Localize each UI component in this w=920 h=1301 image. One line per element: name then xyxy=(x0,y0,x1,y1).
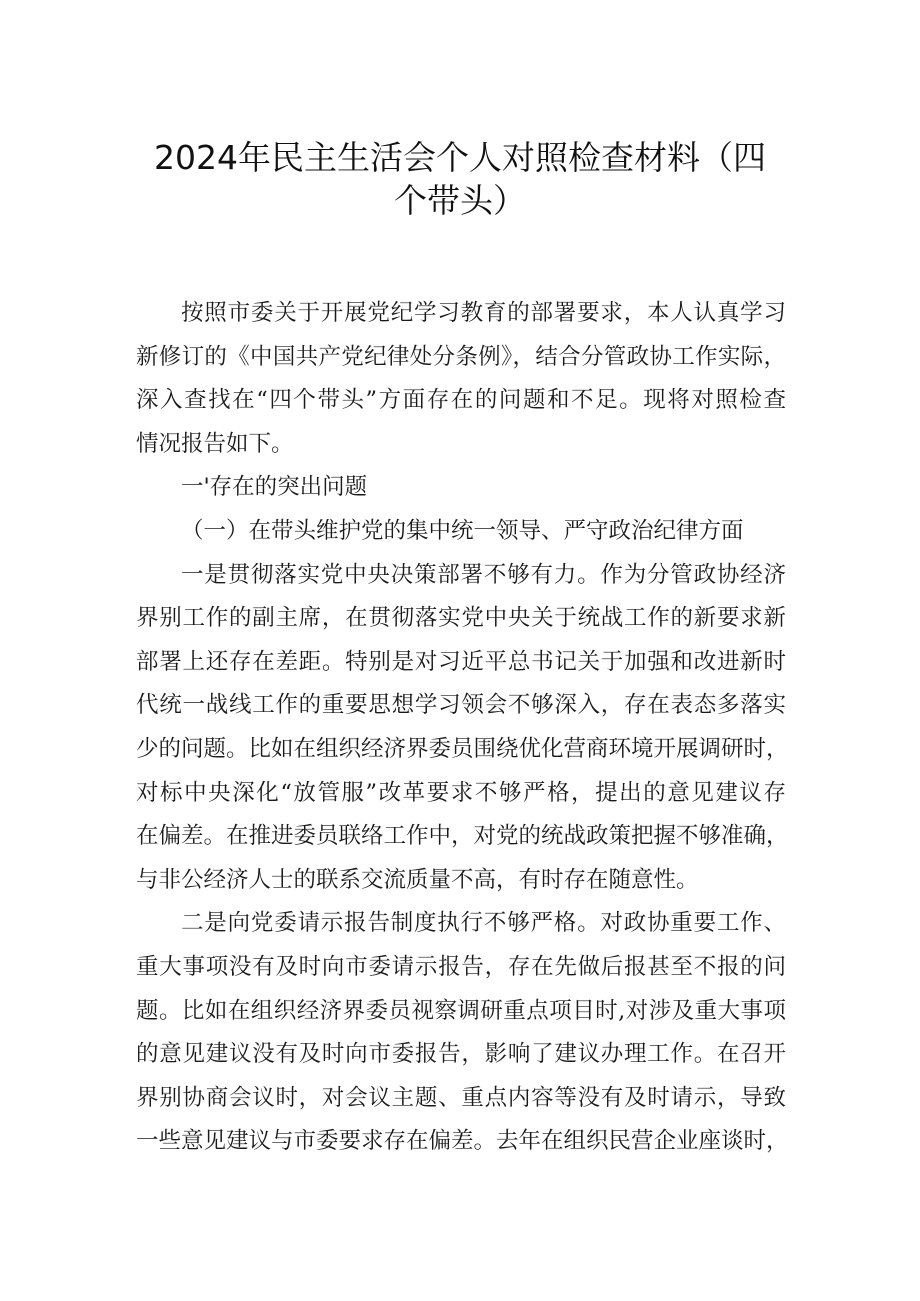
text-line: 少的问题。比如在组织经济界委员围绕优化营商环境开展调研时， xyxy=(136,735,789,762)
text-line: 对标中央深化“放管服”改革要求不够严格，提出的意见建议存 xyxy=(136,779,786,806)
text-line: 界别工作的副主席，在贯彻落实党中央关于统战工作的新要求新 xyxy=(136,605,786,632)
section-heading-text: 一'存在的突出问题 xyxy=(181,474,368,501)
section-heading xyxy=(136,466,786,510)
text-line: 代统一战线工作的重要思想学习领会不够深入，存在表态多落实 xyxy=(136,692,786,719)
text-line: 新修订的《中国共产党纪律处分条例》，结合分管政协工作实际， xyxy=(136,343,786,370)
subsection-heading xyxy=(136,510,786,554)
text-line: 重大事项没有及时向市委请示报告，存在先做后报甚至不报的问 xyxy=(136,953,786,980)
text-line: 与非公经济人士的联系交流质量不高，有时存在随意性。 xyxy=(136,866,699,893)
text-line: 界别协商会议时，对会议主题、重点内容等没有及时请示，导致 xyxy=(136,1084,786,1111)
document-body xyxy=(136,292,789,1164)
paragraph-point-two xyxy=(136,902,789,1164)
text-line: 一些意见建议与市委要求存在偏差。去年在组织民营企业座谈时， xyxy=(136,1128,789,1155)
document-title-line-2: 个带头） xyxy=(394,181,526,220)
text-line: 一是贯彻落实党中央决策部署不够有力。作为分管政协经济 xyxy=(181,561,786,588)
text-line: 题。比如在组织经济界委员视察调研重点项目时,对涉及重大事项 xyxy=(136,997,786,1024)
text-line: 在偏差。在推进委员联络工作中，对党的统战政策把握不够准确， xyxy=(136,823,789,850)
text-line: 情况报告如下。 xyxy=(136,430,294,457)
text-line: 的意见建议没有及时向市委报告，影响了建议办理工作。在召开 xyxy=(136,1041,786,1068)
document-title-line-1: 2024年民主生活会个人对照检查材料（四 xyxy=(154,138,766,177)
paragraph-intro xyxy=(136,292,786,466)
text-line: 二是向党委请示报告制度执行不够严格。对政协重要工作、 xyxy=(181,910,786,937)
text-line: 部署上还存在差距。特别是对习近平总书记关于加强和改进新时 xyxy=(136,648,786,675)
subsection-heading-text: （一）在带头维护党的集中统一领导、严守政治纪律方面 xyxy=(181,517,744,544)
text-line: 按照市委关于开展党纪学习教育的部署要求，本人认真学习 xyxy=(181,300,786,326)
paragraph-point-one xyxy=(136,554,789,903)
text-line: 深入查找在“四个带头”方面存在的问题和不足。现将对照检查 xyxy=(136,387,786,414)
